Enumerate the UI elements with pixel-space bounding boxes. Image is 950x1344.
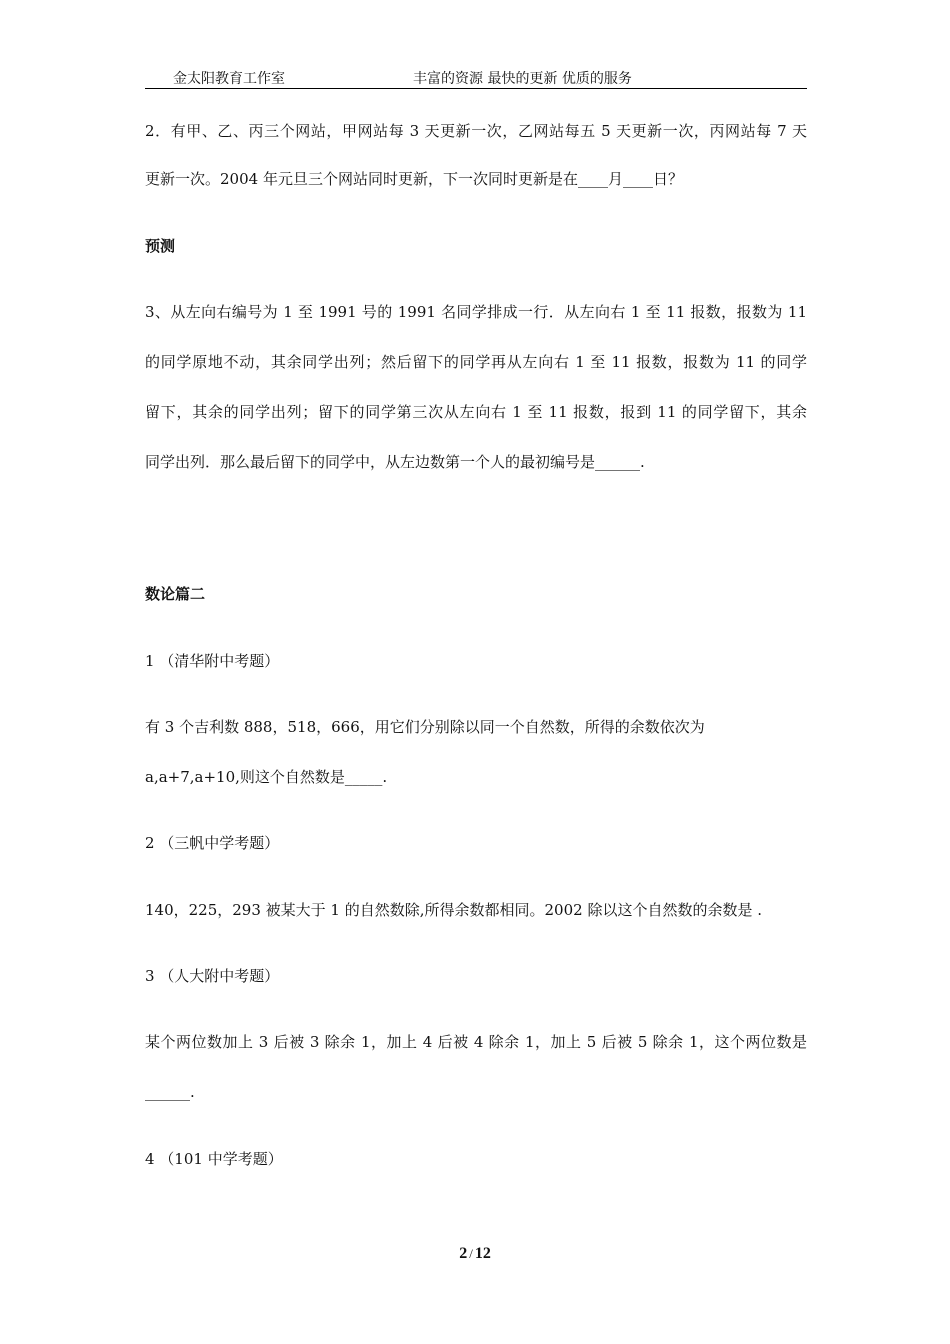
header-right-text: 丰富的资源 最快的更新 优质的服务 — [413, 71, 632, 87]
page-number — [0, 1245, 950, 1263]
q2-line-2: 更新一次。2004 年元旦三个网站同时更新，下一次同时更新是在____月____日？ — [145, 170, 683, 188]
forecast-heading: 预测 — [145, 237, 176, 255]
problem-2-title: 2 （三帆中学考题） — [145, 834, 280, 852]
q2-line-1: 2．有甲、乙、丙三个网站，甲网站每 3 天更新一次，乙网站每五 5 天更新一次，丙网站每 7 天 — [145, 122, 807, 140]
q3-line-1: 3、从左向右编号为 1 至 1991 号的 1991 名同学排成一行．从左向右 1 至 11 报数，报数为 11 — [145, 303, 807, 321]
q3-line-2: 的同学原地不动，其余同学出列；然后留下的同学再从左向右 1 至 11 报数，报数为 11 的同学 — [145, 353, 807, 371]
q3-line-4: 同学出列．那么最后留下的同学中，从左边数第一个人的最初编号是______. — [145, 453, 645, 471]
problem-3-line-2: ______. — [145, 1083, 195, 1101]
problem-1-title: 1 （清华附中考题） — [145, 652, 280, 670]
problem-1-line-2: a,a+7,a+10,则这个自然数是_____. — [145, 768, 388, 786]
header-left-text: 金太阳教育工作室 — [173, 71, 285, 87]
page-header — [145, 66, 807, 89]
section-heading-number-theory-2: 数论篇二 — [145, 585, 206, 603]
problem-3-line-1: 某个两位数加上 3 后被 3 除余 1，加上 4 后被 4 除余 1，加上 5 后被 5 除余 1，这个两位数是 — [145, 1033, 807, 1051]
problem-3-title: 3 （人大附中考题） — [145, 967, 280, 985]
total-pages: 12 — [474, 1245, 491, 1262]
page-separator: / — [469, 1246, 473, 1261]
problem-2-line-1: 140，225，293 被某大于 1 的自然数除,所得余数都相同。2002 除以这个自然数的余数是 . — [145, 901, 762, 919]
problem-4-title: 4 （101 中学考题） — [145, 1150, 283, 1168]
problem-1-line-1: 有 3 个吉利数 888，518，666，用它们分别除以同一个自然数，所得的余数依次为 — [145, 718, 705, 736]
current-page: 2 — [459, 1245, 468, 1262]
q3-line-3: 留下，其余的同学出列；留下的同学第三次从左向右 1 至 11 报数，报到 11 的同学留下，其余 — [145, 403, 807, 421]
